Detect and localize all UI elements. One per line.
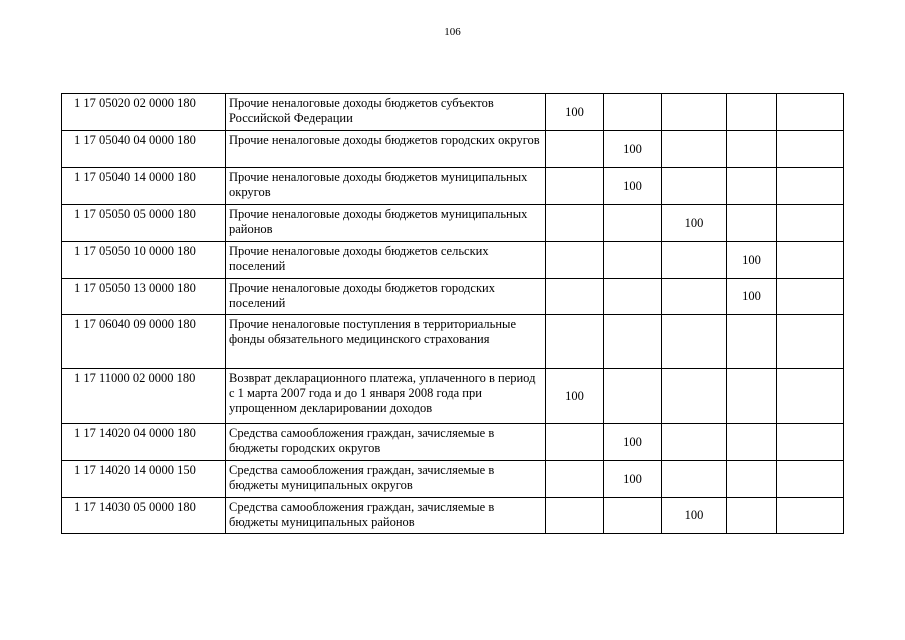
budget-code-cell: 1 17 14020 14 0000 150 [62, 461, 226, 498]
share-percent-cell-3: 100 [662, 205, 727, 242]
revenue-name-cell: Прочие неналоговые доходы бюджетов сельских поселений [226, 242, 546, 279]
share-percent-cell-4: 100 [727, 242, 777, 279]
share-percent-cell-1 [546, 498, 604, 534]
share-percent-cell-2 [604, 205, 662, 242]
share-percent-cell-2 [604, 369, 662, 424]
revenue-name-cell: Прочие неналоговые доходы бюджетов городских округов [226, 131, 546, 168]
share-percent-cell-5 [777, 369, 844, 424]
share-percent-cell-2 [604, 315, 662, 369]
share-percent-cell-5 [777, 205, 844, 242]
share-percent-cell-4 [727, 205, 777, 242]
share-percent-cell-1 [546, 279, 604, 315]
share-percent-cell-3 [662, 369, 727, 424]
budget-code-cell: 1 17 05050 10 0000 180 [62, 242, 226, 279]
table-row [62, 315, 844, 369]
share-percent-cell-2: 100 [604, 131, 662, 168]
table-body [62, 94, 844, 534]
share-percent-cell-4 [727, 424, 777, 461]
budget-code-cell: 1 17 05040 14 0000 180 [62, 168, 226, 205]
table-row [62, 242, 844, 279]
share-percent-cell-1 [546, 242, 604, 279]
share-percent-cell-4: 100 [727, 279, 777, 315]
share-percent-cell-1 [546, 168, 604, 205]
budget-code-cell: 1 17 05040 04 0000 180 [62, 131, 226, 168]
revenue-name-cell: Прочие неналоговые доходы бюджетов муниципальных районов [226, 205, 546, 242]
revenue-name-cell: Средства самообложения граждан, зачисляемые в бюджеты городских округов [226, 424, 546, 461]
table-row [62, 279, 844, 315]
page-number: 106 [444, 26, 461, 38]
share-percent-cell-4 [727, 369, 777, 424]
share-percent-cell-1: 100 [546, 369, 604, 424]
budget-code-cell: 1 17 14030 05 0000 180 [62, 498, 226, 534]
table-row [62, 461, 844, 498]
share-percent-cell-3 [662, 242, 727, 279]
revenue-name-cell: Прочие неналоговые доходы бюджетов субъектов Российской Федерации [226, 94, 546, 131]
share-percent-cell-2 [604, 279, 662, 315]
share-percent-cell-5 [777, 242, 844, 279]
share-percent-cell-4 [727, 498, 777, 534]
share-percent-cell-2: 100 [604, 461, 662, 498]
share-percent-cell-4 [727, 131, 777, 168]
table-row [62, 424, 844, 461]
share-percent-cell-1: 100 [546, 94, 604, 131]
budget-code-cell: 1 17 14020 04 0000 180 [62, 424, 226, 461]
share-percent-cell-3 [662, 461, 727, 498]
share-percent-cell-1 [546, 131, 604, 168]
share-percent-cell-3 [662, 424, 727, 461]
share-percent-cell-4 [727, 168, 777, 205]
table-row [62, 94, 844, 131]
share-percent-cell-5 [777, 94, 844, 131]
share-percent-cell-1 [546, 424, 604, 461]
table-row [62, 131, 844, 168]
budget-code-cell: 1 17 11000 02 0000 180 [62, 369, 226, 424]
revenue-name-cell: Возврат декларационного платежа, уплаченного в период с 1 марта 2007 года и до 1 января 2008 года при упрощенном декларировании доходов [226, 369, 546, 424]
share-percent-cell-5 [777, 498, 844, 534]
share-percent-cell-5 [777, 315, 844, 369]
revenue-name-cell: Средства самообложения граждан, зачисляемые в бюджеты муниципальных округов [226, 461, 546, 498]
share-percent-cell-5 [777, 131, 844, 168]
share-percent-cell-1 [546, 315, 604, 369]
table-row [62, 168, 844, 205]
revenue-name-cell: Прочие неналоговые поступления в территориальные фонды обязательного медицинского страхования [226, 315, 546, 369]
share-percent-cell-3 [662, 315, 727, 369]
budget-code-cell: 1 17 05050 05 0000 180 [62, 205, 226, 242]
table-row [62, 498, 844, 534]
share-percent-cell-2 [604, 94, 662, 131]
share-percent-cell-5 [777, 424, 844, 461]
share-percent-cell-4 [727, 461, 777, 498]
share-percent-cell-3 [662, 131, 727, 168]
revenue-name-cell: Прочие неналоговые доходы бюджетов городских поселений [226, 279, 546, 315]
share-percent-cell-3 [662, 168, 727, 205]
table-row [62, 369, 844, 424]
share-percent-cell-3 [662, 279, 727, 315]
share-percent-cell-2: 100 [604, 424, 662, 461]
share-percent-cell-5 [777, 461, 844, 498]
share-percent-cell-2 [604, 242, 662, 279]
share-percent-cell-5 [777, 279, 844, 315]
share-percent-cell-4 [727, 94, 777, 131]
share-percent-cell-3: 100 [662, 498, 727, 534]
budget-code-cell: 1 17 06040 09 0000 180 [62, 315, 226, 369]
revenue-name-cell: Средства самообложения граждан, зачисляемые в бюджеты муниципальных районов [226, 498, 546, 534]
share-percent-cell-3 [662, 94, 727, 131]
revenue-name-cell: Прочие неналоговые доходы бюджетов муниципальных округов [226, 168, 546, 205]
share-percent-cell-2 [604, 498, 662, 534]
share-percent-cell-4 [727, 315, 777, 369]
budget-code-cell: 1 17 05050 13 0000 180 [62, 279, 226, 315]
share-percent-cell-5 [777, 168, 844, 205]
budget-revenue-table [61, 93, 844, 534]
share-percent-cell-2: 100 [604, 168, 662, 205]
table-row [62, 205, 844, 242]
share-percent-cell-1 [546, 205, 604, 242]
share-percent-cell-1 [546, 461, 604, 498]
budget-code-cell: 1 17 05020 02 0000 180 [62, 94, 226, 131]
